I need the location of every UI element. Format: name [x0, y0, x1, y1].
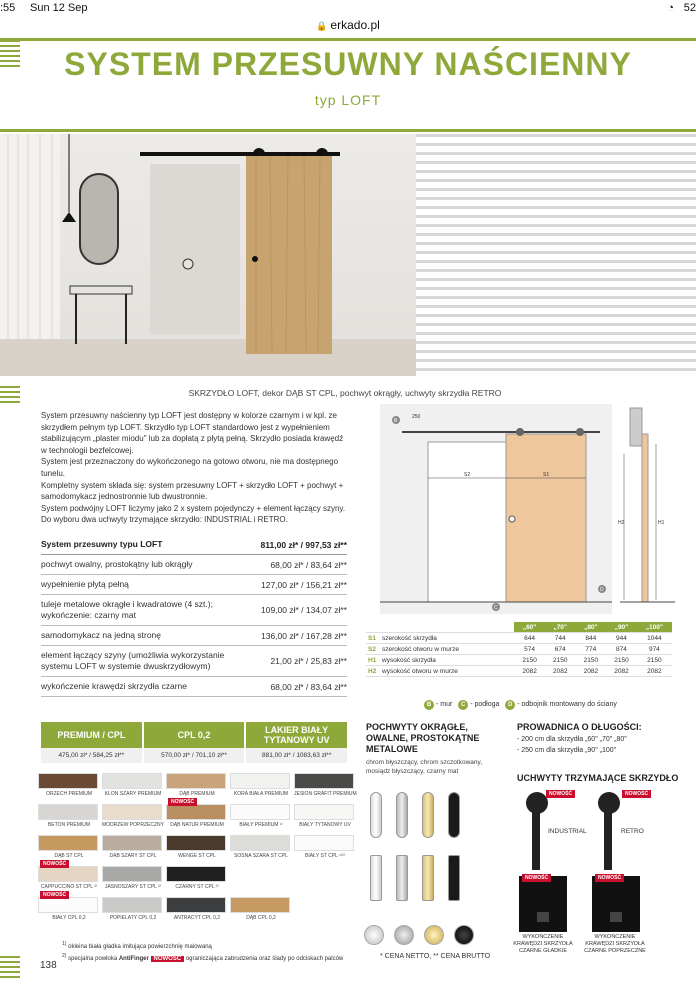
price-label: pochwyt owalny, prostokątny lub okrągły [41, 559, 193, 569]
row-key: H2 [366, 666, 380, 677]
edge-finish-cross-icon [592, 876, 640, 932]
swatch-color [102, 804, 162, 820]
oval-handle-brushed [396, 792, 408, 838]
price-value: 68,00 zł* / 83,64 zł** [270, 681, 347, 692]
cell: 2082 [606, 666, 637, 677]
swatch-name: SOSNA SZARA ST CPL [234, 853, 288, 859]
product-description [41, 410, 351, 526]
option-cpl-02 [144, 722, 245, 763]
row-label: szerokość skrzydła [380, 633, 514, 644]
dimensions-row [366, 644, 672, 655]
nowosc-badge: NOWOŚĆ [522, 874, 551, 882]
price-table [41, 535, 347, 697]
col-60: „60" [514, 622, 545, 633]
photo-divider [0, 129, 696, 132]
handles-title: POCHWYTY OKRĄGŁE, OWALNE, PROSTOKĄTNE METALOWE [366, 722, 480, 754]
swatch-item [102, 773, 162, 797]
battery-level: 52 [683, 2, 696, 14]
swatch-item [102, 897, 162, 921]
option-price: 881,00 zł* / 1083,63 zł** [246, 748, 347, 763]
cell: 2150 [545, 655, 576, 666]
swatch-name: BETON PREMIUM [47, 822, 91, 828]
swatch-color [38, 866, 98, 882]
swatch-item [230, 835, 290, 859]
swatch-name: DĄB CPL 0,2 [246, 915, 276, 921]
swatch-color [230, 835, 290, 851]
page-title: SYSTEM PRZESUWNY NAŚCIENNY [64, 46, 632, 82]
cell: 944 [606, 633, 637, 644]
round-handle-black [454, 925, 474, 945]
footnote-1: $^{1)}$ okleina biała gładka imitująca powierzchnię malowaną [62, 941, 212, 950]
label-s1: S1 [543, 472, 550, 478]
price-legend: * CENA NETTO, ** CENA BRUTTO [380, 953, 491, 960]
swatch-name: DĄB PREMIUM [179, 791, 215, 797]
swatch-name: POPIELATY CPL 0,2 [109, 915, 157, 921]
page-subtitle: typ LOFT [314, 92, 382, 108]
swatch-item [166, 773, 226, 797]
round-handle-brushed [394, 925, 414, 945]
price-label: wykończenie krawędzi skrzydła czarne [41, 681, 187, 691]
swatch-item [230, 804, 290, 828]
description-paragraph: System podwójny LOFT liczymy jako 2 x system pojedynczy + element łączący szyny. [41, 503, 346, 513]
row-label: szerokość otworu w murze [380, 644, 514, 655]
rect-handle-chrome [370, 855, 382, 901]
cell: 2082 [637, 666, 672, 677]
swatch-color [166, 866, 226, 882]
price-label: wypełnienie płytą pełną [41, 579, 129, 589]
swatch-color [230, 897, 290, 913]
rect-handle-brass [422, 855, 434, 901]
nowosc-badge: NOWOŚĆ [40, 891, 69, 899]
price-row [41, 555, 347, 575]
dimensions-table [366, 622, 672, 677]
swatch-color [230, 804, 290, 820]
swatch-color [102, 773, 162, 789]
swatch-color [166, 773, 226, 789]
price-row [41, 575, 347, 595]
description-paragraph: Kompletny system składa się: system przesuwny LOFT + skrzydło LOFT + pochwyt + samodomykacz jednostronnie lub dwustronnie. [41, 480, 344, 502]
cell: 2150 [637, 655, 672, 666]
col-80: „80" [576, 622, 607, 633]
footnote-2c-text: ograniczająca zabrudzenia oraz ślady po odciskach palców [185, 956, 344, 962]
legend-b-marker: B [424, 700, 434, 710]
cell: 2150 [606, 655, 637, 666]
dimensions-row [366, 655, 672, 666]
swatch-color [38, 897, 98, 913]
nowosc-badge: NOWOŚĆ [40, 860, 69, 868]
installation-diagram [380, 404, 665, 614]
retro-label: RETRO [621, 828, 644, 835]
swatch-name: KORA BIAŁA PREMIUM [233, 791, 289, 797]
option-name: CPL 0,2 [144, 722, 245, 748]
swatch-item [38, 861, 98, 890]
price-value: 127,00 zł* / 156,21 zł** [260, 579, 347, 590]
nowosc-badge: NOWOŚĆ [151, 956, 185, 962]
cell: 2082 [576, 666, 607, 677]
legend-d-label: - odbojnik montowany do ściany [517, 701, 617, 708]
swatch-item [294, 804, 354, 828]
swatch-name: JASNOSZARY ST CPL ²⁾ [104, 884, 162, 890]
footnote-1-text: okleina biała gładka imitująca powierzchnię malowaną [68, 944, 212, 950]
swatch-name: BIAŁY PREMIUM ¹⁾ [239, 822, 283, 828]
cell: 774 [576, 644, 607, 655]
cell: 744 [545, 633, 576, 644]
row-label: wysokość otworu w murze [380, 666, 514, 677]
price-value: 136,00 zł* / 167,28 zł** [260, 630, 347, 641]
rail-line-2: - 250 cm dla skrzydła „90" „100" [517, 747, 617, 754]
swatch-color [102, 866, 162, 882]
swatch-item [38, 892, 98, 921]
swatch-color [166, 835, 226, 851]
holders-title: UCHWYTY TRZYMAJĄCE SKRZYDŁO [517, 773, 679, 783]
label-h2: H2 [618, 520, 625, 526]
marker-b: B [394, 418, 398, 424]
rect-handle-brushed [396, 855, 408, 901]
status-date: Sun 12 Sep [30, 2, 88, 14]
description-paragraph: Do wyboru dwa uchwyty trzymające skrzydło: INDUSTRIAL i RETRO. [41, 515, 288, 525]
nowosc-badge: NOWOŚĆ [168, 798, 197, 806]
price-value: 21,00 zł* / 25,83 zł** [270, 656, 347, 666]
decor-stripes-right [416, 134, 696, 376]
price-label: element łączący szyny (umożliwia wykorzystanie systemu LOFT w systemie dwuskrzydłowym) [41, 650, 225, 671]
swatch-color [294, 773, 354, 789]
price-value: 811,00 zł* / 997,53 zł** [260, 539, 347, 550]
swatch-item [166, 897, 226, 921]
cell: 2150 [514, 655, 545, 666]
nowosc-badge: NOWOŚĆ [595, 874, 624, 882]
marker-d: D [600, 587, 604, 593]
row-key: H1 [366, 655, 380, 666]
price-label: samodomykacz na jedną stronę [41, 630, 162, 640]
swatch-name: DĄB SZARY ST CPL [109, 853, 157, 859]
oval-handle-brass [422, 792, 434, 838]
swatch-color [38, 804, 98, 820]
label-h1: H1 [658, 520, 665, 526]
footnote-antifinger: AntiFinger [118, 956, 149, 962]
footnotes [62, 940, 343, 964]
swatch-name: DĄB NATUR PREMIUM [170, 822, 224, 828]
price-value: 109,00 zł* / 134,07 zł** [260, 605, 347, 615]
option-name: PREMIUM / CPL [41, 722, 142, 748]
room-illustration [0, 134, 416, 376]
swatch-item [38, 773, 98, 797]
price-row [41, 646, 347, 677]
swatch-name: CZARNY ST CPL ²⁾ [175, 884, 219, 890]
description-paragraph: System jest przeznaczony do wykończonego na gotowo otworu, nie ma dostępnego tunelu. [41, 457, 339, 478]
nowosc-badge: NOWOŚĆ [622, 790, 651, 798]
swatch-name: WENGE ST CPL [178, 853, 216, 859]
rail-line-1: - 200 cm dla skrzydła „60" „70" „80" [517, 736, 627, 743]
footnote-2a-text: specjalna powłoka [68, 956, 118, 962]
cell: 674 [545, 644, 576, 655]
swatch-color [294, 835, 354, 851]
swatch-name: JESION GRAFIT PREMIUM [294, 791, 357, 797]
cell: 574 [514, 644, 545, 655]
diagram-legend [424, 700, 617, 710]
round-handle-chrome [364, 925, 384, 945]
cell: 874 [606, 644, 637, 655]
industrial-label: INDUSTRIAL [548, 828, 587, 835]
cell: 1044 [637, 633, 672, 644]
dimensions-row [366, 633, 672, 644]
finish-options [41, 722, 347, 763]
swatch-color [38, 773, 98, 789]
option-name: LAKIER BIAŁY TYTANOWY UV [246, 722, 347, 748]
url-bar[interactable] [0, 14, 696, 36]
option-price: 475,00 zł* / 584,25 zł** [41, 748, 142, 763]
swatch-item [102, 804, 164, 828]
row-key: S1 [366, 633, 380, 644]
cell: 844 [576, 633, 607, 644]
swatch-name: DĄB ST CPL [54, 853, 84, 859]
price-row [41, 595, 347, 626]
dimensions-row [366, 666, 672, 677]
round-handle-brass [424, 925, 444, 945]
col-90: „90" [606, 622, 637, 633]
option-premium-cpl [41, 722, 142, 763]
price-row [41, 677, 347, 697]
swatch-item [38, 835, 98, 859]
swatch-name: ANTRACYT CPL 0,2 [173, 915, 221, 921]
swatch-name: CAPPUCCINO ST CPL ²⁾ [40, 884, 98, 890]
front-view-diagram [380, 404, 612, 614]
swatch-name: ORZECH PREMIUM [45, 791, 93, 797]
dimensions-header [366, 622, 672, 633]
wifi-icon: ◔ [667, 2, 674, 14]
row-label: wysokość skrzydła [380, 655, 514, 666]
swatch-item [102, 866, 162, 890]
price-row [41, 626, 347, 646]
swatch-item [230, 897, 290, 921]
swatch-item [38, 804, 98, 828]
oval-handle-black [448, 792, 460, 838]
swatch-name: BIAŁY CPL 0,2 [52, 915, 86, 921]
col-70: „70" [545, 622, 576, 633]
label-250: 250 [412, 414, 421, 420]
swatch-item [166, 799, 226, 828]
swatch-color [38, 835, 98, 851]
edge-finish-cross-label: WYKOŃCZENIE KRAWĘDZI SKRZYDŁA CZARNE POPRZECZNE [584, 934, 646, 954]
price-label: tuleje metalowe okrągłe i kwadratowe (4 szt.); wykończenie: czarny mat [41, 599, 213, 620]
rect-handle-black [448, 855, 460, 901]
swatch-color [102, 897, 162, 913]
cell: 2082 [545, 666, 576, 677]
option-lakier [246, 722, 347, 763]
cell: 2082 [514, 666, 545, 677]
cell: 2150 [576, 655, 607, 666]
legend-c-marker: C [458, 700, 468, 710]
photo-caption: SKRZYDŁO LOFT, dekor DĄB ST CPL, pochwyt okrągły, uchwyty skrzydła RETRO [188, 388, 502, 398]
swatch-color [230, 773, 290, 789]
handles-subtitle: chrom błyszczący, chrom szczotkowany, mosiądz błyszczący, czarny mat [366, 759, 483, 775]
price-value: 68,00 zł* / 83,64 zł** [270, 559, 347, 570]
swatch-name: BIAŁY TYTANOWY UV [299, 822, 351, 828]
edge-finish-smooth-icon [519, 876, 567, 932]
legend-d-marker: D [505, 700, 515, 710]
price-row-header [41, 535, 347, 555]
swatch-item [166, 835, 226, 859]
swatch-name: BIAŁY ST CPL ¹⁾²⁾ [305, 853, 345, 859]
swatch-item [102, 835, 162, 859]
legend-c-label: - podłoga [470, 701, 500, 708]
col-100: „100" [637, 622, 672, 633]
legend-b-label: - mur [436, 701, 453, 708]
price-label: System przesuwny typu LOFT [41, 539, 163, 549]
description-paragraph: System przesuwny naścienny typ LOFT jest dostępny w kolorze czarnym i w kpl. ze skrzydłem pełnym typ LOFT. Skrzydło typ LOFT standardowo jest z wypełnieniem stabilizującym „plaster miodu" lub za dopłatą z płytą pełną. Skrzydło posiada krawędź w technologii bezfelcowej. [41, 411, 344, 455]
option-price: 570,00 zł* / 701,10 zł** [144, 748, 245, 763]
decor-stripes-bottom [0, 956, 20, 978]
marker-c: C [494, 605, 498, 611]
swatch-name: KLON SZARY PREMIUM [104, 791, 162, 797]
swatch-color [166, 897, 226, 913]
url-text[interactable]: erkado.pl [330, 18, 380, 32]
swatch-item [294, 835, 354, 859]
top-divider [0, 38, 696, 41]
nowosc-badge: NOWOŚĆ [546, 790, 575, 798]
rail-title: PROWADNICA O DŁUGOŚCI: [517, 722, 642, 732]
edge-finish-smooth-label: WYKOŃCZENIE KRAWĘDZI SKRZYDŁA CZARNE GŁADKIE [513, 934, 573, 954]
row-key: S2 [366, 644, 380, 655]
page-number: 138 [40, 960, 57, 971]
swatch-item [230, 773, 290, 797]
footnote-2: $^{2)}$ specjalna powłoka AntiFinger NOWOŚĆ ograniczająca zabrudzenia oraz ślady po odciskach palców [62, 953, 344, 962]
status-time: :55 [0, 2, 16, 14]
swatch-color [294, 804, 354, 820]
product-photo [0, 134, 416, 376]
oval-handle-chrome [370, 792, 382, 838]
cell: 974 [637, 644, 672, 655]
side-view-diagram [620, 404, 675, 614]
label-s2: S2 [464, 472, 471, 478]
swatch-color [166, 804, 226, 820]
swatch-color [102, 835, 162, 851]
swatch-name: MODRZEW POPRZECZNY [102, 822, 164, 828]
swatch-item [166, 866, 226, 890]
cell: 644 [514, 633, 545, 644]
swatch-item [294, 773, 357, 797]
